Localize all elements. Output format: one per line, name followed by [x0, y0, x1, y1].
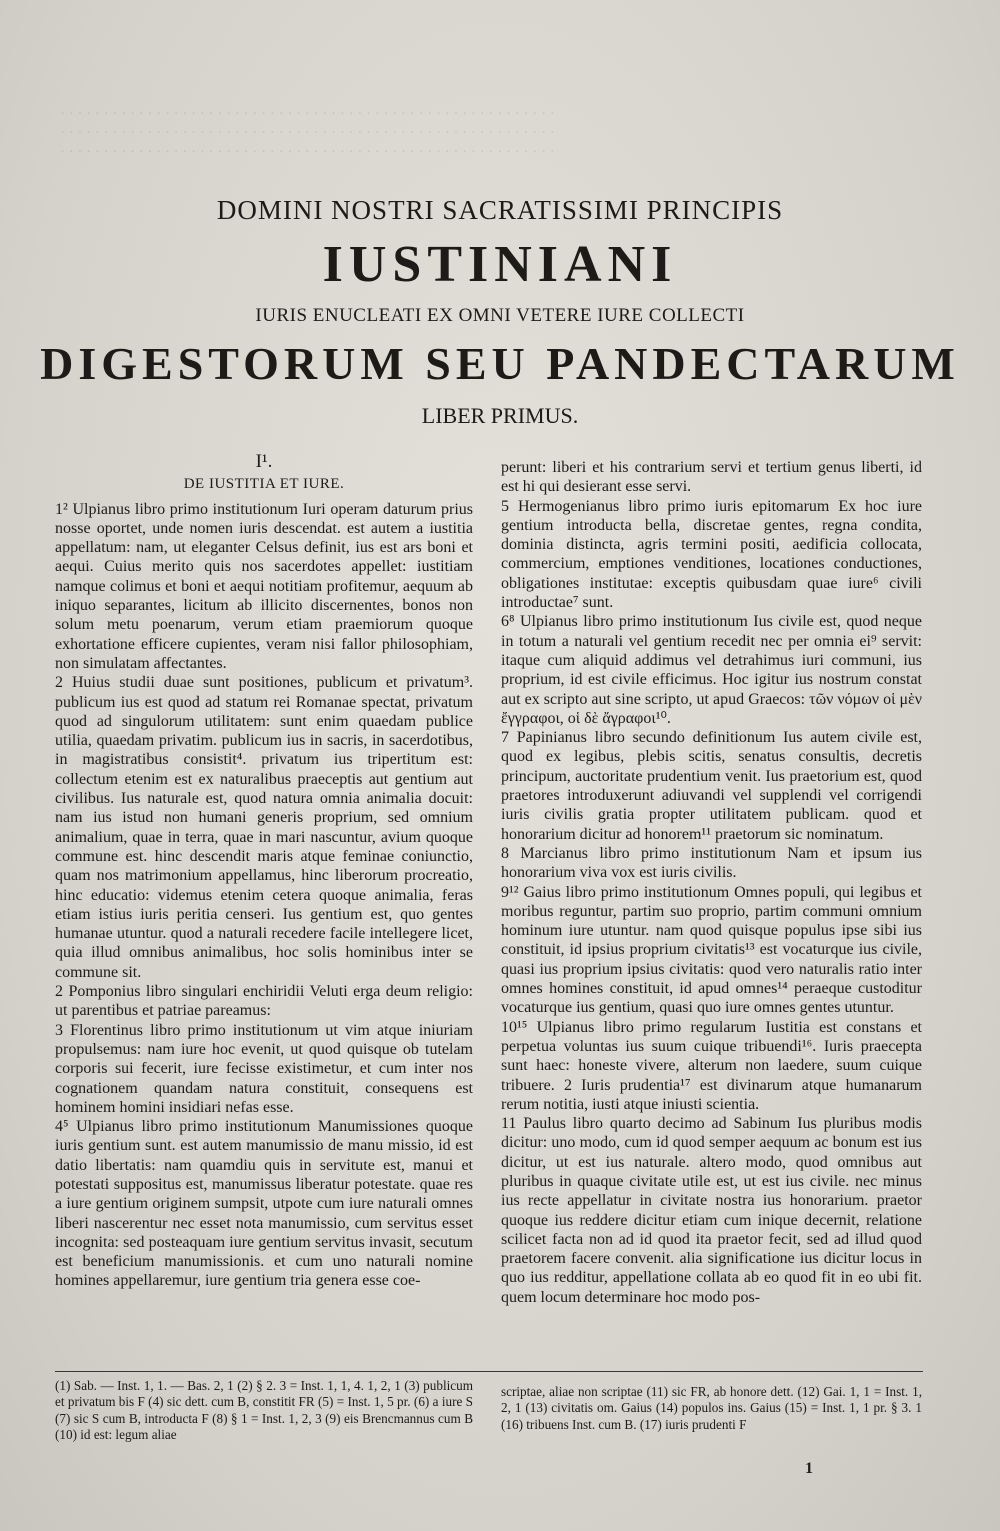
footnotes-left: (1) Sab. — Inst. 1, 1. — Bas. 2, 1 (2) § 2. 3 = Inst. 1, 1, 4. 1, 2, 1 (3) publicum et privatum bis F (4) sic dett. cum B, constitit FR (5) = Inst. 1, 5 pr. (6) a iure S (7) sic S cum B, introducta F (8) § 1 = Inst. 1, 2, 3 (9) eis Brencmannus cum B (10) id est: legum aliae	[55, 1378, 473, 1443]
paragraph: perunt: liberi et his contrarium servi et tertium genus liberti, id est hi qui desierant esse servi.	[501, 459, 922, 496]
title-line-liber: LIBER PRIMUS.	[421, 403, 579, 428]
title-line-iustiniani: IUSTINIANI	[322, 236, 678, 293]
paragraph: 11 Paulus libro quarto decimo ad Sabinum Ius pluribus modis dicitur: uno modo, cum id quod semper aequum ac bonum est ius dicitur, ut est ius naturale. altero modo, quod omnibus aut pluribus in quaque civitate utile est, ut est ius civile. nec minus ius recte appellatur in civitate nostra ius honorarium. praetor quoque ius reddere dicitur etiam cum inique decernit, relatione scilicet facta non ad id quod ita praetor fecit, sed ad illud quod praetorem facere convenit. alia significatione ius dicitur locus in quo ius redditur, appellatione collata ab eo quod fit in eo ubi fit. quem locum determinare hoc modo pos-	[501, 1115, 922, 1306]
paragraph: 4⁵ Ulpianus libro primo institutionum Manumissiones quoque iuris gentium sunt. est autem manumissio de manu missio, id est datio libertatis: nam quamdiu quis in servitute est, manui et potestati suppositus est, manumissus liberatur potestate. quae res a iure gentium originem sumpsit, utpote cum iure naturali omnes liberi nascerentur nec esset nota manumissio, cum servitus esset incognita: sed posteaquam iure gentium servitus invasit, secutum est beneficium manumissionis. et cum uno naturali nomine homines appellaremur, iure gentium tria genera esse coe-	[55, 1118, 473, 1290]
footnote-divider	[55, 1371, 923, 1372]
paragraph: 2 Pomponius libro singulari enchiridii Veluti erga deum religio: ut parentibus et patriae pareamus:	[55, 983, 473, 1020]
paragraph: 10¹⁵ Ulpianus libro primo regularum Iustitia est constans et perpetua voluntas ius suum cuique tribuendi¹⁶. Iuris praecepta sunt haec: honeste vivere, alterum non laedere, suum cuique tribuere. 2 Iuris prudentia¹⁷ est divinarum atque humanarum rerum notitia, iusti atque iniusti scientia.	[501, 1018, 922, 1113]
paragraph: 5 Hermogenianus libro primo iuris epitomarum Ex hoc iure gentium introducta bella, discretae gentes, regna condita, dominia distincta, agris termini positi, aedificia collocata, commercium, emptiones venditiones, locationes conductiones, obligationes institutae: exceptis quibusdam quae iure⁶ civili introductae⁷ sunt.	[501, 497, 922, 612]
paragraph: 9¹² Gaius libro primo institutionum Omnes populi, qui legibus et moribus reguntur, partim suo proprio, partim communi omnium hominum iure utuntur. nam quod quisque populus ipse sibi ius constituit, id ipsius proprium civitatis¹³ est vocaturque ius civile, quasi ius proprium ipsius civitatis: quod vero naturalis ratio inter omnes homines constituit, id apud omnes¹⁴ peraeque custoditur vocaturque ius gentium, quasi quo iure omnes gentes utuntur.	[501, 883, 922, 1017]
section-title: DE IUSTITIA ET IURE.	[183, 476, 345, 493]
right-column	[501, 458, 922, 1307]
paragraph: 1² Ulpianus libro primo institutionum Iuri operam daturum prius nosse oportet, unde nomen iuris descendat. est autem a iustitia appellatum: nam, ut eleganter Celsus definit, ius est ars boni et aequi. Cuius merito quis nos sacerdotes appellet: iustitiam namque colimus et boni et aequi notitiam profitemur, aequum ab iniquo separantes, licitum ab illicito discernentes, bonos non solum metu poenarum, verum etiam praemiorum quoque exhortatione efficere cupientes, veram nisi fallor philosophiam, non simulatam affectantes.	[55, 500, 473, 672]
section-number: I¹.	[255, 451, 273, 472]
show-through-text: · · · · · · · · · · · · · · · · · · · · · · · · · · · · · · · · · · · · · · · · · · · · · · · · · · · · · · · · · · · · · · · · · · · · · · · · · · · · · · · · · · · · · · · · · · · · · · · · · · · · · · · · · · · · · · · · · · · · · · · · · · · · · · · · · · · · · · · · · · · · · · · · · · · · · · · · · · · · · · · · · · · · · · · · · · ·	[60, 106, 555, 160]
left-column	[55, 452, 473, 1291]
paragraph: 3 Florentinus libro primo institutionum ut vim atque iniuriam propulsemus: nam iure hoc evenit, ut quod quisque ob tutelam corporis sui fecerit, iure fecisse existimetur, et cum inter nos cognationem quandam natura constituit, consequens est hominem homini insidiari nefas esse.	[55, 1021, 473, 1116]
title-block	[0, 195, 1000, 431]
title-line-principis: DOMINI NOSTRI SACRATISSIMI PRINCIPIS	[216, 195, 784, 225]
paragraph: 6⁸ Ulpianus libro primo institutionum Ius civile est, quod neque in totum a naturali vel gentium recedit nec per omnia ei⁹ servit: itaque cum aliquid addimus vel detrahimus iuri communi, ius proprium, id est civile efficimus. Hoc igitur ius nostrum constat aut ex scripto aut sine scripto, ut apud Graecos: τῶν νόμων οἱ μὲν ἔγγραφοι, οἱ δὲ ἄγραφοι¹⁰.	[501, 613, 922, 727]
title-line-iuris: IURIS ENUCLEATI EX OMNI VETERE IURE COLLECTI	[255, 305, 745, 326]
page-number: 1	[805, 1460, 813, 1477]
footnotes-right: scriptae, aliae non scriptae (11) sic FR, ab honore dett. (12) Gai. 1, 1 = Inst. 1, 2, 1 (13) civitatis om. Gaius (14) populos ins. Gaius (15) = Inst. 1, 1 pr. § 3. 1 (16) tribuens Inst. cum B. (17) iuris prudenti F	[501, 1384, 922, 1432]
paragraph: 8 Marcianus libro primo institutionum Nam et ipsum ius honorarium viva vox est iuris civilis.	[501, 844, 922, 882]
title-line-digestorum: DIGESTORUM SEU PANDECTARUM	[40, 338, 960, 389]
paragraph: 2 Huius studii duae sunt positiones, publicum et privatum³. publicum ius est quod ad statum rei Romanae spectat, privatum quod ad singulorum utilitatem: sunt enim quaedam publice utilia, quaedam privatim. publicum ius in sacris, in sacerdotibus, in magistratibus consistit⁴. privatum ius tripertitum est: collectum etenim est ex naturalibus praeceptis aut gentium aut civilibus. Ius naturale est, quod natura omnia animalia docuit: nam ius istud non humani generis proprium, sed omnium animalium, quae in terra, quae in mari nascuntur, avium quoque commune est. hinc descendit maris atque feminae coniunctio, quam nos matrimonium appellamus, hinc liberorum procreatio, hinc educatio: videmus etenim cetera quoque animalia, feras etiam istius iuris peritia censeri. Ius gentium est, quo gentes humanae utuntur. quod a naturali recedere facile intellegere licet, quia illud omnibus animalibus, hoc solis hominibus inter se commune sit.	[55, 674, 473, 981]
paragraph: 7 Papinianus libro secundo definitionum Ius autem civile est, quod ex legibus, plebis scitis, senatus consultis, decretis principum, auctoritate prudentium venit. Ius praetorium est, quod praetores introduxerunt adiuvandi vel supplendi vel corrigendi iuris civilis gratia propter utilitatem publicam. quod et honorarium dicitur ad honorem¹¹ praetorum sic nominatum.	[501, 729, 922, 843]
